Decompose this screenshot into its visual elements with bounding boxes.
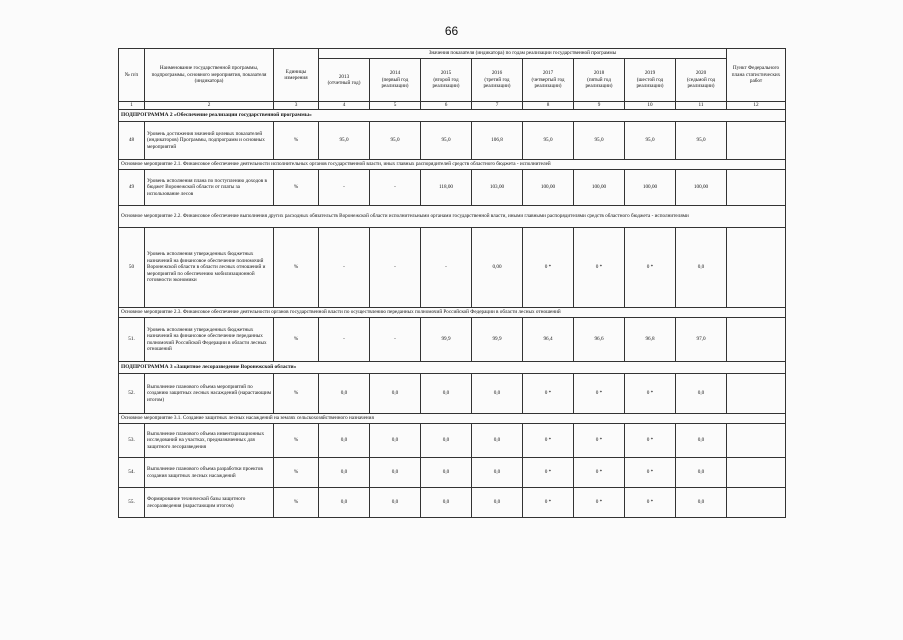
subprogram-row (119, 110, 786, 122)
table-cell: 99,9 (421, 318, 472, 362)
table-cell: 0,0 (370, 374, 421, 414)
measure-row (119, 160, 786, 170)
table-cell (727, 458, 786, 488)
table-cell: 0 * (523, 458, 574, 488)
measure-title: Основное мероприятие 3.1. Создание защитных лесных насаждений на землях сельскохозяйственного назначения (119, 414, 786, 424)
table-cell (727, 318, 786, 362)
table-cell: 0,0 (319, 424, 370, 458)
table-row (119, 488, 786, 518)
table-cell: 54. (119, 458, 145, 488)
table-row (119, 170, 786, 206)
table-cell (727, 228, 786, 308)
measure-title: Основное мероприятие 2.3. Финансовое обеспечение деятельности органов государственной власти по осуществлению переданных полномочий Российской Федерации в области лесных отношений (119, 308, 786, 318)
table-cell: % (274, 318, 319, 362)
table-cell: 0,0 (370, 458, 421, 488)
table-cell: 0,00 (472, 228, 523, 308)
table-cell: 51. (119, 318, 145, 362)
colnum: 12 (727, 102, 786, 110)
table-cell: 96,4 (523, 318, 574, 362)
table-cell: 0,0 (421, 458, 472, 488)
table-cell: % (274, 374, 319, 414)
table-cell: Уровень исполнения плана по поступлению доходов в бюджет Воронежской области от платы за использование лесов (145, 170, 274, 206)
table-cell: 95,0 (370, 122, 421, 160)
colnum: 8 (523, 102, 574, 110)
table-cell: - (370, 318, 421, 362)
table-cell: - (319, 228, 370, 308)
header-year: 2016 (третий год реализации) (472, 59, 523, 102)
table-cell: 0 * (574, 228, 625, 308)
subprogram-title: ПОДПРОГРАММА 2 «Обеспечение реализации государственной программы» (119, 110, 786, 122)
table-row (119, 122, 786, 160)
table-cell: 0 * (523, 374, 574, 414)
table-cell: 106,8 (472, 122, 523, 160)
table-cell (727, 488, 786, 518)
header-values: Значения показателя (индикатора) по годам реализации государственной программы (319, 49, 727, 59)
table-cell: 0,0 (676, 228, 727, 308)
page-number: 66 (444, 24, 459, 38)
table-cell: 0,0 (676, 424, 727, 458)
header-year: 2019 (шестой год реализации) (625, 59, 676, 102)
table-cell: 0 * (625, 228, 676, 308)
table-cell: - (319, 170, 370, 206)
table-cell: % (274, 488, 319, 518)
header-num: № п/п (119, 49, 145, 102)
table-cell: 97,0 (676, 318, 727, 362)
colnum: 3 (274, 102, 319, 110)
table-row (119, 228, 786, 308)
table-cell: - (319, 318, 370, 362)
table-cell: 96,8 (625, 318, 676, 362)
table-row (119, 458, 786, 488)
colnum: 1 (119, 102, 145, 110)
table-cell: 0,0 (676, 458, 727, 488)
table-row (119, 424, 786, 458)
table-cell: 0 * (625, 424, 676, 458)
table-cell: 0 * (574, 458, 625, 488)
header-name: Наименование государственной программы, подпрограммы, основного мероприятия, показателя (индикатора) (145, 49, 274, 102)
table-cell: 118,00 (421, 170, 472, 206)
table-cell: % (274, 122, 319, 160)
table-cell: 0,0 (319, 374, 370, 414)
colnum: 6 (421, 102, 472, 110)
column-numbers-row (119, 102, 786, 110)
table-cell: 96,6 (574, 318, 625, 362)
table-cell: 0 * (574, 488, 625, 518)
table-cell: 48 (119, 122, 145, 160)
measure-row (119, 206, 786, 228)
table-cell: Формирование технической базы защитного лесоразведения (нарастающим итогом) (145, 488, 274, 518)
table-cell: 95,0 (421, 122, 472, 160)
table-cell (727, 122, 786, 160)
table-cell: 0 * (625, 374, 676, 414)
measure-title: Основное мероприятие 2.1. Финансовое обеспечение деятельности исполнительных органов государственной власти, иных главных распорядителей средств областного бюджета - исполнителей (119, 160, 786, 170)
table-cell: 103,00 (472, 170, 523, 206)
header-unit: Единицы измерения (274, 49, 319, 102)
table-cell: 0,0 (370, 424, 421, 458)
table-cell: 0,0 (421, 374, 472, 414)
table-cell: 99,9 (472, 318, 523, 362)
table-cell: Выполнение планового объема разработки проектов создания защитных лесных насаждений (145, 458, 274, 488)
table-cell: 100,00 (523, 170, 574, 206)
header-year: 2015 (второй год реализации) (421, 59, 472, 102)
table-cell: 0 * (625, 458, 676, 488)
table-cell: Уровень достижения значений целевых показателей (индикаторов) Программы, подпрограмм и основных мероприятий (145, 122, 274, 160)
table-cell: 95,0 (574, 122, 625, 160)
table-cell: % (274, 170, 319, 206)
table-cell: 0,0 (370, 488, 421, 518)
header-year: 2013 (отчетный год) (319, 59, 370, 102)
table-cell: - (370, 228, 421, 308)
colnum: 4 (319, 102, 370, 110)
measure-title: Основное мероприятие 2.2. Финансовое обеспечение выполнения других расходных обязательств Воронежской области исполнительными органами государственной власти, иными главными распорядителями средств областного бюджета - исполнителями (119, 206, 786, 228)
table-cell: 100,00 (676, 170, 727, 206)
table-cell: 50 (119, 228, 145, 308)
table-row (119, 374, 786, 414)
table-cell: 95,0 (625, 122, 676, 160)
table-cell: 52. (119, 374, 145, 414)
table-cell: 95,0 (676, 122, 727, 160)
table-cell: 0 * (523, 228, 574, 308)
colnum: 11 (676, 102, 727, 110)
table-cell: 0 * (574, 424, 625, 458)
table-cell: - (421, 228, 472, 308)
table-cell: 0,0 (421, 424, 472, 458)
table-cell: 0,0 (676, 374, 727, 414)
table-cell (727, 424, 786, 458)
colnum: 2 (145, 102, 274, 110)
subprogram-title: ПОДПРОГРАММА 3 «Защитное лесоразведение Воронежской области» (119, 362, 786, 374)
table-cell: 0,0 (319, 488, 370, 518)
table-cell: 0 * (574, 374, 625, 414)
table-cell: 0 * (523, 424, 574, 458)
table-cell: Выполнение планового объема инвентаризационных исследований на участках, предназначенных для защитного лесоразведения (145, 424, 274, 458)
subprogram-row (119, 362, 786, 374)
table-cell: 55. (119, 488, 145, 518)
table-cell: 0 * (523, 488, 574, 518)
measure-row (119, 414, 786, 424)
table-cell: Уровень исполнения утвержденных бюджетных назначений на финансовое обеспечение переданных полномочий Российской Федерации в области лесных отношений (145, 318, 274, 362)
header-year: 2017 (четвертый год реализации) (523, 59, 574, 102)
table-cell: 0,0 (676, 488, 727, 518)
table-cell: 95,0 (523, 122, 574, 160)
table-cell: % (274, 424, 319, 458)
table-cell: 100,00 (574, 170, 625, 206)
table-cell: 95,0 (319, 122, 370, 160)
table-cell: 0,0 (472, 374, 523, 414)
table-cell: 53. (119, 424, 145, 458)
table-cell: 0,0 (319, 458, 370, 488)
measure-row (119, 308, 786, 318)
colnum: 10 (625, 102, 676, 110)
table-cell: 0 * (625, 488, 676, 518)
table-cell: 0,0 (472, 458, 523, 488)
table-cell: 0,0 (472, 424, 523, 458)
header-year: 2014 (первый год реализации) (370, 59, 421, 102)
table-cell: Уровень исполнения утвержденных бюджетных назначений на финансовое обеспечение полномочий Воронежской области в области лесных отношений и мероприятий по обеспечению мобилизационной готовности экономики (145, 228, 274, 308)
table-row (119, 318, 786, 362)
table-cell: % (274, 458, 319, 488)
table-cell: - (370, 170, 421, 206)
header-year: 2020 (седьмой год реализации) (676, 59, 727, 102)
colnum: 5 (370, 102, 421, 110)
colnum: 9 (574, 102, 625, 110)
table-cell: Выполнение планового объема мероприятий по созданию защитных лесных насаждений (нарастающим итогом) (145, 374, 274, 414)
table-cell: 0,0 (472, 488, 523, 518)
table-cell: 49 (119, 170, 145, 206)
table-cell (727, 170, 786, 206)
table-cell: 100,00 (625, 170, 676, 206)
table-cell (727, 374, 786, 414)
header-point: Пункт Федерального плана статистических работ (727, 49, 786, 102)
indicators-table (118, 48, 786, 518)
header-row (119, 49, 786, 59)
colnum: 7 (472, 102, 523, 110)
table-cell: 0,0 (421, 488, 472, 518)
table-cell: % (274, 228, 319, 308)
header-year: 2018 (пятый год реализации) (574, 59, 625, 102)
